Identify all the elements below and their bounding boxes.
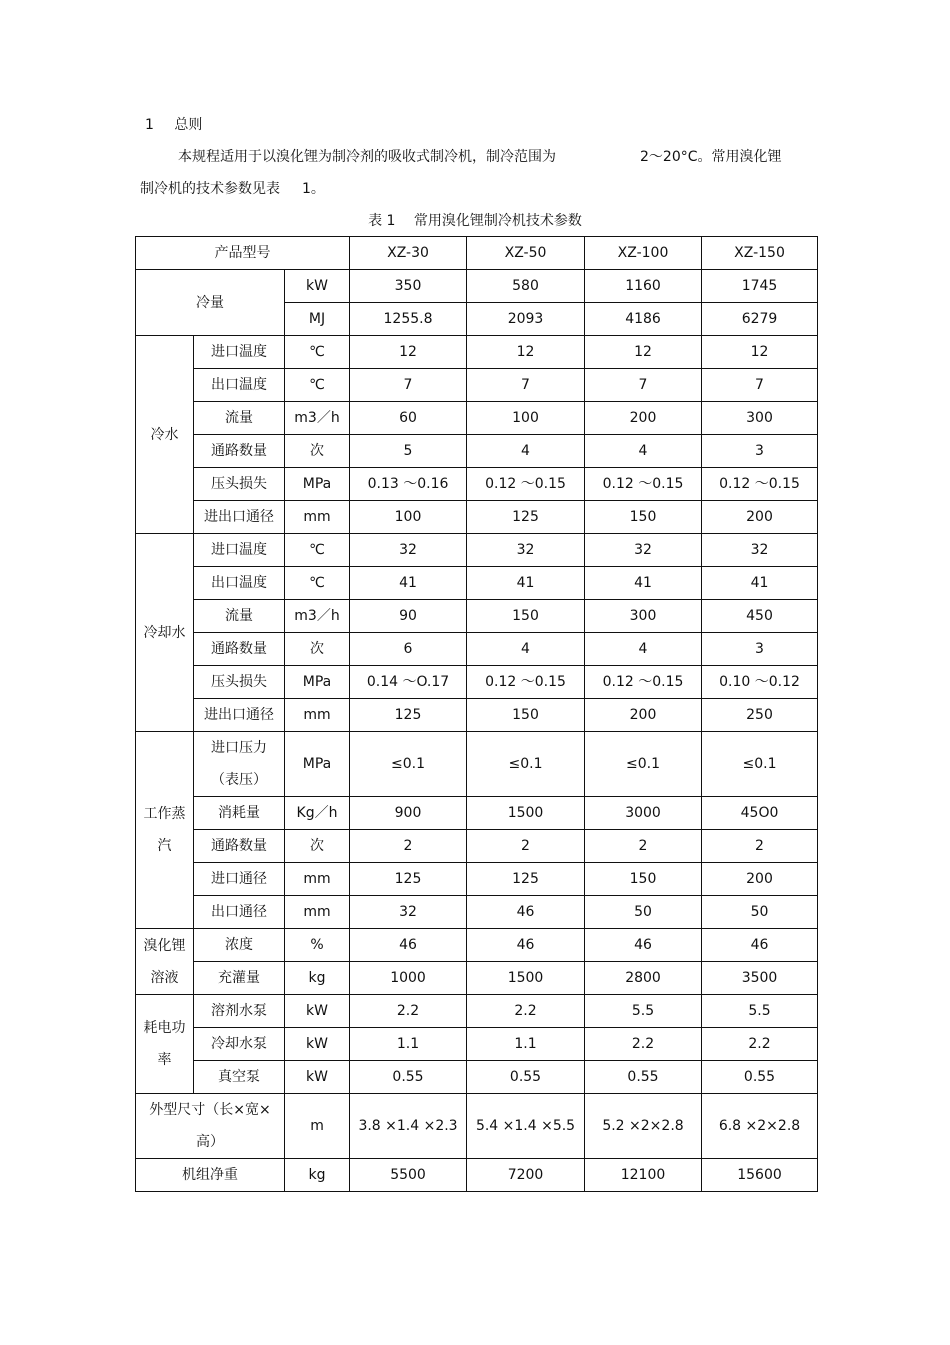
value-cell: ≤0.1 xyxy=(702,732,818,797)
value-cell: 7200 xyxy=(467,1159,585,1192)
unit-cell: MPa xyxy=(285,732,350,797)
value-cell: 4 xyxy=(467,633,585,666)
value-cell: 15600 xyxy=(702,1159,818,1192)
table-row xyxy=(136,699,818,732)
value-cell: 46 xyxy=(585,929,702,962)
value-cell: 12 xyxy=(467,336,585,369)
value-cell: 2.2 xyxy=(585,1028,702,1061)
value-cell: 32 xyxy=(350,896,467,929)
table-row xyxy=(136,830,818,863)
value-cell: 125 xyxy=(467,501,585,534)
param-cell: 进口温度 xyxy=(194,336,285,369)
value-cell: 0.12 ～0.15 xyxy=(467,666,585,699)
value-cell: 5.4 ×1.4 ×5.5 xyxy=(467,1094,585,1159)
unit-cell: MPa xyxy=(285,666,350,699)
param-label-line: 进口压力 xyxy=(211,740,267,756)
value-cell: 150 xyxy=(585,863,702,896)
value-cell: 0.13 ～0.16 xyxy=(350,468,467,501)
value-cell: 150 xyxy=(467,600,585,633)
value-cell: 0.55 xyxy=(585,1061,702,1094)
unit-cell: ℃ xyxy=(285,567,350,600)
value-cell: 200 xyxy=(585,699,702,732)
category-libr-solution xyxy=(136,929,194,995)
param-cell: 充灌量 xyxy=(194,962,285,995)
table-row xyxy=(136,962,818,995)
param-cell: 进口温度 xyxy=(194,534,285,567)
value-cell: 50 xyxy=(585,896,702,929)
category-label-line: 率 xyxy=(157,1052,172,1068)
value-cell: 4 xyxy=(585,633,702,666)
value-cell: 6.8 ×2×2.8 xyxy=(702,1094,818,1159)
param-cell: 进口通径 xyxy=(194,863,285,896)
value-cell: 7 xyxy=(467,369,585,402)
paragraph-line-2 xyxy=(140,178,325,198)
value-cell: ≤0.1 xyxy=(585,732,702,797)
value-cell: 7 xyxy=(350,369,467,402)
value-cell: 900 xyxy=(350,797,467,830)
param-cell: 通路数量 xyxy=(194,830,285,863)
table-row xyxy=(136,435,818,468)
param-cell: 通路数量 xyxy=(194,633,285,666)
section-heading xyxy=(145,114,202,134)
param-cell xyxy=(194,732,285,797)
value-cell: 4 xyxy=(585,435,702,468)
value-cell: 3500 xyxy=(702,962,818,995)
value-cell: 2 xyxy=(350,830,467,863)
value-cell: 0.55 xyxy=(702,1061,818,1094)
value-cell: 0.14 ～O.17 xyxy=(350,666,467,699)
category-label-line: 外型尺寸（长×宽× xyxy=(149,1102,271,1118)
value-cell: 12100 xyxy=(585,1159,702,1192)
table-row xyxy=(136,1159,818,1192)
category-cooling-water: 冷却水 xyxy=(136,534,194,732)
category-net-weight: 机组净重 xyxy=(136,1159,285,1192)
model-name: XZ-30 xyxy=(350,237,467,270)
value-cell: 2.2 xyxy=(467,995,585,1028)
value-cell: 41 xyxy=(702,567,818,600)
unit-cell: mm xyxy=(285,699,350,732)
value-cell: 100 xyxy=(467,402,585,435)
param-cell: 进出口通径 xyxy=(194,699,285,732)
unit-cell: m3／h xyxy=(285,600,350,633)
value-cell: 0.12 ～0.15 xyxy=(585,468,702,501)
category-dimensions xyxy=(136,1094,285,1159)
value-cell: 3 xyxy=(702,633,818,666)
value-cell: 0.12 ～0.15 xyxy=(585,666,702,699)
value-cell: 60 xyxy=(350,402,467,435)
value-cell: 300 xyxy=(585,600,702,633)
value-cell: 32 xyxy=(702,534,818,567)
value-cell: 580 xyxy=(467,270,585,303)
value-cell: 32 xyxy=(467,534,585,567)
param-cell: 流量 xyxy=(194,600,285,633)
value-cell: 4186 xyxy=(585,303,702,336)
value-cell: 0.10 ～0.12 xyxy=(702,666,818,699)
table-row xyxy=(136,600,818,633)
unit-cell: kg xyxy=(285,962,350,995)
param-cell: 压头损失 xyxy=(194,468,285,501)
value-cell: 0.55 xyxy=(467,1061,585,1094)
unit-cell: m3／h xyxy=(285,402,350,435)
param-cell: 出口温度 xyxy=(194,567,285,600)
unit-cell: mm xyxy=(285,501,350,534)
value-cell: 125 xyxy=(350,699,467,732)
value-cell: 0.12 ～0.15 xyxy=(702,468,818,501)
value-cell: 46 xyxy=(467,929,585,962)
table-row xyxy=(136,797,818,830)
category-label-line: 耗电功 xyxy=(143,1020,186,1036)
param-cell: 冷却水泵 xyxy=(194,1028,285,1061)
value-cell: 45O0 xyxy=(702,797,818,830)
value-cell: 3000 xyxy=(585,797,702,830)
table-row xyxy=(136,1094,818,1159)
table-row xyxy=(136,666,818,699)
unit-cell: ℃ xyxy=(285,534,350,567)
category-label-line: 溶液 xyxy=(150,969,179,986)
table-row xyxy=(136,402,818,435)
value-cell: ≤0.1 xyxy=(467,732,585,797)
value-cell: 4 xyxy=(467,435,585,468)
category-working-steam xyxy=(136,732,194,929)
paragraph-line-1-tail: 2～20°C。常用溴化锂 xyxy=(640,149,782,165)
table-row xyxy=(136,270,818,303)
unit-cell: 次 xyxy=(285,830,350,863)
unit-cell: m xyxy=(285,1094,350,1159)
value-cell: 2093 xyxy=(467,303,585,336)
value-cell: 1160 xyxy=(585,270,702,303)
table-caption xyxy=(0,210,950,230)
unit-cell: 次 xyxy=(285,435,350,468)
value-cell: 1500 xyxy=(467,962,585,995)
value-cell: 350 xyxy=(350,270,467,303)
value-cell: 5.5 xyxy=(585,995,702,1028)
value-cell: 5 xyxy=(350,435,467,468)
unit-cell: % xyxy=(285,929,350,962)
value-cell: 200 xyxy=(702,863,818,896)
param-cell: 出口温度 xyxy=(194,369,285,402)
unit-cell: Kg／h xyxy=(285,797,350,830)
param-cell: 进出口通径 xyxy=(194,501,285,534)
unit-cell: ℃ xyxy=(285,369,350,402)
value-cell: 3.8 ×1.4 ×2.3 xyxy=(350,1094,467,1159)
table-row xyxy=(136,468,818,501)
table-row xyxy=(136,336,818,369)
value-cell: 41 xyxy=(585,567,702,600)
value-cell: 2.2 xyxy=(702,1028,818,1061)
value-cell: 41 xyxy=(467,567,585,600)
unit-cell: MJ xyxy=(285,303,350,336)
value-cell: 5.2 ×2×2.8 xyxy=(585,1094,702,1159)
table-reference: 1。 xyxy=(302,181,325,197)
paragraph-line-2-text: 制冷机的技术参数见表 xyxy=(140,181,280,197)
table-row xyxy=(136,633,818,666)
param-cell: 通路数量 xyxy=(194,435,285,468)
category-chilled-water: 冷水 xyxy=(136,336,194,534)
param-label-line: （表压） xyxy=(211,772,267,788)
value-cell: 32 xyxy=(585,534,702,567)
section-number: 1 xyxy=(145,117,154,133)
table-row xyxy=(136,929,818,962)
value-cell: 1000 xyxy=(350,962,467,995)
value-cell: 46 xyxy=(350,929,467,962)
value-cell: 6279 xyxy=(702,303,818,336)
value-cell: 32 xyxy=(350,534,467,567)
table-caption-title: 常用溴化锂制冷机技术参数 xyxy=(413,213,582,229)
param-cell: 真空泵 xyxy=(194,1061,285,1094)
table-row xyxy=(136,1028,818,1061)
param-cell: 浓度 xyxy=(194,929,285,962)
value-cell: 150 xyxy=(467,699,585,732)
unit-cell: kW xyxy=(285,270,350,303)
value-cell: 7 xyxy=(585,369,702,402)
category-label-line: 汽 xyxy=(157,838,172,854)
value-cell: 90 xyxy=(350,600,467,633)
value-cell: 3 xyxy=(702,435,818,468)
model-header-label: 产品型号 xyxy=(136,237,350,270)
value-cell: 2 xyxy=(702,830,818,863)
category-cooling-capacity: 冷量 xyxy=(136,270,285,336)
value-cell: 125 xyxy=(467,863,585,896)
value-cell: 300 xyxy=(702,402,818,435)
value-cell: 5.5 xyxy=(702,995,818,1028)
value-cell: 1745 xyxy=(702,270,818,303)
table-row xyxy=(136,1061,818,1094)
value-cell: 5500 xyxy=(350,1159,467,1192)
unit-cell: kW xyxy=(285,1061,350,1094)
value-cell: 250 xyxy=(702,699,818,732)
value-cell: 12 xyxy=(350,336,467,369)
category-label-line: 高） xyxy=(196,1134,224,1150)
value-cell: 200 xyxy=(585,402,702,435)
model-name: XZ-150 xyxy=(702,237,818,270)
unit-cell: MPa xyxy=(285,468,350,501)
table-row xyxy=(136,501,818,534)
value-cell: 2 xyxy=(467,830,585,863)
unit-cell: kg xyxy=(285,1159,350,1192)
value-cell: 1.1 xyxy=(350,1028,467,1061)
table-header-row xyxy=(136,237,818,270)
value-cell: ≤0.1 xyxy=(350,732,467,797)
table-row xyxy=(136,369,818,402)
table-row xyxy=(136,534,818,567)
table-row xyxy=(136,863,818,896)
unit-cell: kW xyxy=(285,1028,350,1061)
model-name: XZ-100 xyxy=(585,237,702,270)
paragraph-line-1: 本规程适用于以溴化锂为制冷剂的吸收式制冷机，制冷范围为 xyxy=(178,149,556,165)
unit-cell: ℃ xyxy=(285,336,350,369)
value-cell: 41 xyxy=(350,567,467,600)
value-cell: 125 xyxy=(350,863,467,896)
category-label-line: 溴化锂 xyxy=(143,937,186,954)
value-cell: 0.12 ～0.15 xyxy=(467,468,585,501)
table-row xyxy=(136,896,818,929)
spec-table xyxy=(135,236,818,1192)
unit-cell: kW xyxy=(285,995,350,1028)
value-cell: 100 xyxy=(350,501,467,534)
param-cell: 压头损失 xyxy=(194,666,285,699)
param-cell: 出口通径 xyxy=(194,896,285,929)
value-cell: 46 xyxy=(702,929,818,962)
table-row xyxy=(136,567,818,600)
value-cell: 46 xyxy=(467,896,585,929)
value-cell: 50 xyxy=(702,896,818,929)
unit-cell: mm xyxy=(285,863,350,896)
value-cell: 1.1 xyxy=(467,1028,585,1061)
param-cell: 溶剂水泵 xyxy=(194,995,285,1028)
value-cell: 12 xyxy=(585,336,702,369)
value-cell: 6 xyxy=(350,633,467,666)
unit-cell: mm xyxy=(285,896,350,929)
param-cell: 流量 xyxy=(194,402,285,435)
category-power-consumption xyxy=(136,995,194,1094)
table-row xyxy=(136,732,818,797)
model-name: XZ-50 xyxy=(467,237,585,270)
value-cell: 1255.8 xyxy=(350,303,467,336)
value-cell: 450 xyxy=(702,600,818,633)
unit-cell: 次 xyxy=(285,633,350,666)
value-cell: 150 xyxy=(585,501,702,534)
param-cell: 消耗量 xyxy=(194,797,285,830)
value-cell: 2.2 xyxy=(350,995,467,1028)
value-cell: 7 xyxy=(702,369,818,402)
section-title: 总则 xyxy=(174,117,203,133)
value-cell: 200 xyxy=(702,501,818,534)
value-cell: 2800 xyxy=(585,962,702,995)
value-cell: 0.55 xyxy=(350,1061,467,1094)
value-cell: 2 xyxy=(585,830,702,863)
value-cell: 1500 xyxy=(467,797,585,830)
value-cell: 12 xyxy=(702,336,818,369)
table-caption-number: 表 1 xyxy=(368,213,396,229)
table-row xyxy=(136,995,818,1028)
category-label-line: 工作蒸 xyxy=(143,806,186,822)
